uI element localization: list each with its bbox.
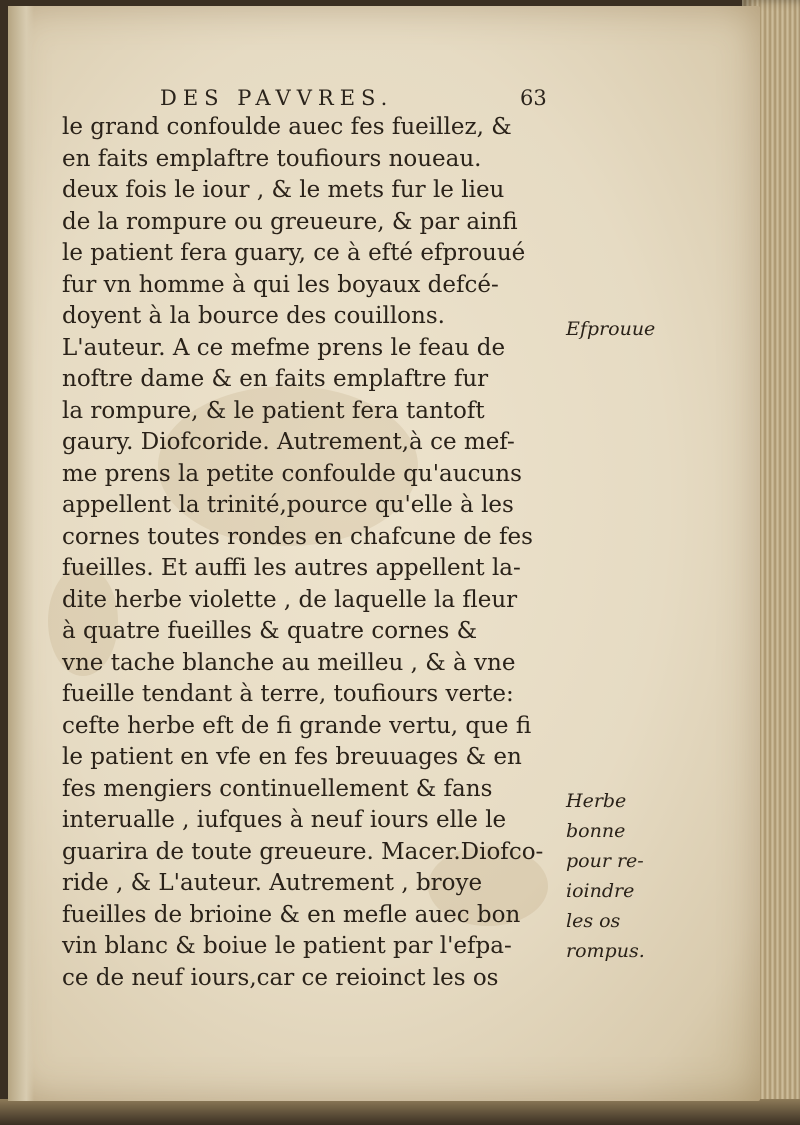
text-line: dite herbe violette , de laquelle la fleur [62,586,518,613]
text-line: appellent la trinité,pource qu'elle à les [62,492,514,518]
margin-note-line: bonne [566,820,626,842]
text-line: le patient en vfe en fes breuuages & en [62,744,522,770]
body-text [62,112,562,994]
text-line: cornes toutes rondes en chafcune de fes [62,523,533,550]
text-line: ride , & L'auteur. Autrement , broye [62,870,483,896]
text-line: L'auteur. A ce mefme prens le feau de [62,334,506,361]
text-line: ce de neuf iours,car ce reioinct les os [62,964,499,991]
margin-note-line: ioindre [566,880,635,902]
text-line: guarira de toute greueure. Macer.Diofco- [62,838,544,865]
book-bottom-edge [0,1099,800,1125]
text-line: interualle , iufques à neuf iours elle le [62,807,507,833]
page-number: 63 [520,86,547,110]
text-line: cefte herbe eft de fi grande vertu, que fi [62,712,532,739]
text-line: le grand confoulde auec fes fueillez, & [62,114,512,140]
margin-note-line: pour re- [566,850,644,872]
text-line: fueille tendant à terre, toufiours verte: [62,681,514,707]
text-line: la rompure, & le patient fera tantoft [62,397,485,424]
margin-note-herbe-bonne [566,786,645,966]
text-line: doyent à la bource des couillons. [62,303,445,329]
page-gutter [8,6,34,1101]
text-line: gaury. Diofcoride. Autrement,à ce mef- [62,429,515,455]
text-line: noftre dame & en faits emplaftre fur [62,366,489,392]
margin-note-line: les os [566,910,621,932]
running-title: DES PAVVRES. [160,86,394,110]
text-line: fur vn homme à qui les boyaux defcé- [62,271,499,298]
text-line: en faits emplaftre toufiours noueau. [62,145,482,172]
text-line: de la rompure ou greueure, & par ainfi [62,208,518,235]
text-line: deux fois le iour , & le mets fur le lieu [62,177,505,203]
margin-note-line: rompus. [566,940,645,962]
text-line: à quatre fueilles & quatre cornes & [62,618,478,644]
text-line: me prens la petite confoulde qu'aucuns [62,460,522,487]
margin-note-efprouue: Efprouue [566,318,656,340]
text-line: le patient fera guary, ce à efté efprouué [62,240,526,266]
text-line: fes mengiers continuellement & fans [62,775,493,802]
margin-note-line: Herbe [566,790,627,812]
text-line: fueilles. Et auffi les autres appellent la- [62,555,521,581]
text-line: vne tache blanche au meilleu , & à vne [62,649,516,676]
text-line: vin blanc & boiue le patient par l'efpa- [62,933,512,959]
text-line: fueilles de brioine & en mefle auec bon [62,901,521,928]
